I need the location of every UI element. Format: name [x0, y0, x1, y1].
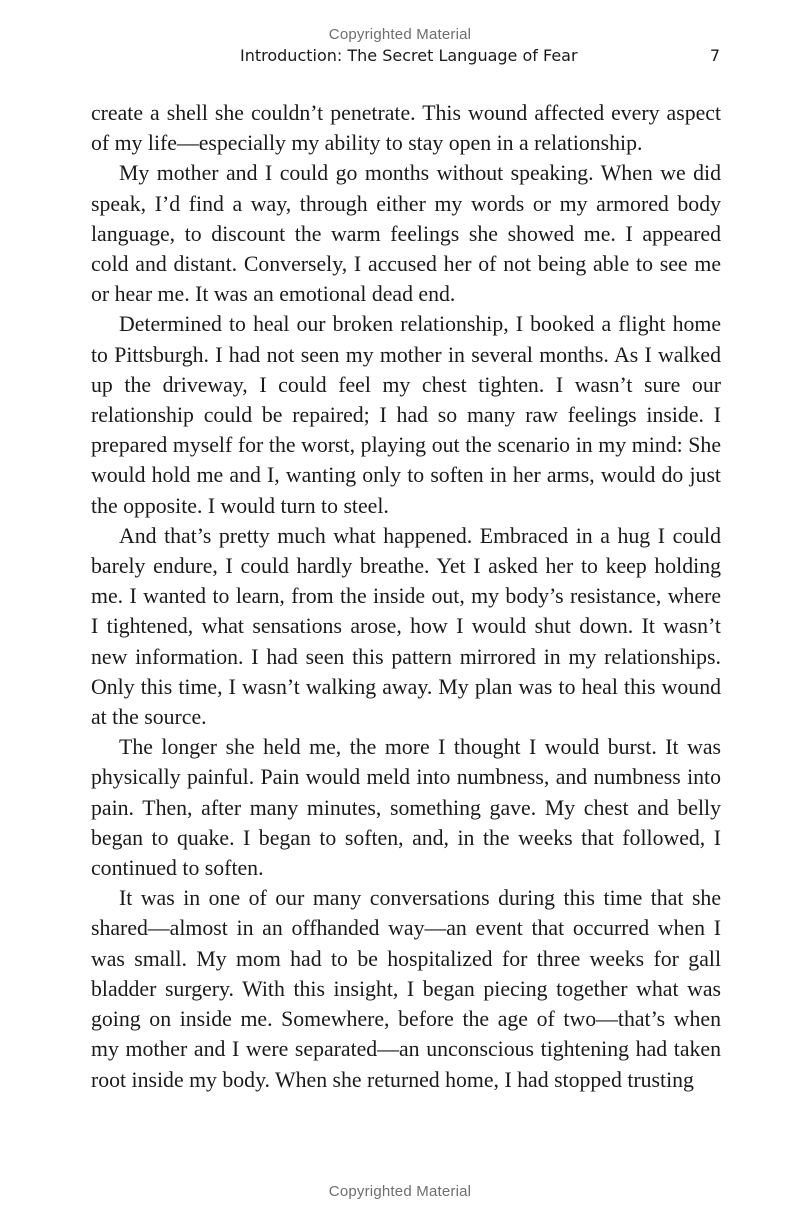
- paragraph: My mother and I could go months without speaking. When we did speak, I’d find a way, through either my words or my armored body language, to discount the warm feelings she showed me. I appeared cold and distant. Conversely, I accused her of not being able to see me or hear me. It was an emotional dead end.: [91, 161, 721, 307]
- body-text: [91, 98, 721, 1095]
- chapter-title: Introduction: The Secret Language of Fear: [240, 46, 578, 65]
- paragraph-continuation: create a shell she couldn’t penetrate. This wound affected every aspect of my life—especially my ability to stay open in a relationship.: [91, 101, 721, 156]
- page-number: 7: [709, 46, 720, 65]
- paragraph: Determined to heal our broken relationship, I booked a flight home to Pittsburgh. I had not seen my mother in several months. As I walked up the driveway, I could feel my chest tighten. I wasn’t sure our relationship could be repaired; I had so many raw feelings inside. I prepared myself for the worst, playing out the scenario in my mind: She would hold me and I, wanting only to soften in her arms, would do just the opposite. I would turn to steel.: [91, 312, 721, 518]
- paragraph: And that’s pretty much what happened. Embraced in a hug I could barely endure, I could hardly breathe. Yet I asked her to keep holding me. I wanted to learn, from the inside out, my body’s resistance, where I tightened, what sensations arose, how I would shut down. It wasn’t new information. I had seen this pattern mirrored in my relationships. Only this time, I wasn’t walking away. My plan was to heal this wound at the source.: [91, 523, 721, 730]
- copyright-watermark-bottom: Copyrighted Material: [328, 1183, 472, 1200]
- copyright-watermark-top: Copyrighted Material: [328, 26, 472, 43]
- paragraph: The longer she held me, the more I thought I would burst. It was physically painful. Pain would meld into numbness, and numbness into pain. Then, after many minutes, something gave. My chest and belly began to quake. I began to soften, and, in the weeks that followed, I continued to soften.: [91, 735, 721, 881]
- running-header: [0, 46, 800, 68]
- paragraph: It was in one of our many conversations during this time that she shared—almost in an offhanded way—an event that occurred when I was small. My mom had to be hospitalized for three weeks for gall bladder surgery. With this insight, I began piecing together what was going on inside me. Somewhere, before the age of two—that’s when my mother and I were separated—an unconscious tightening had taken root inside my body. When she returned home, I had stopped trusting: [91, 886, 721, 1092]
